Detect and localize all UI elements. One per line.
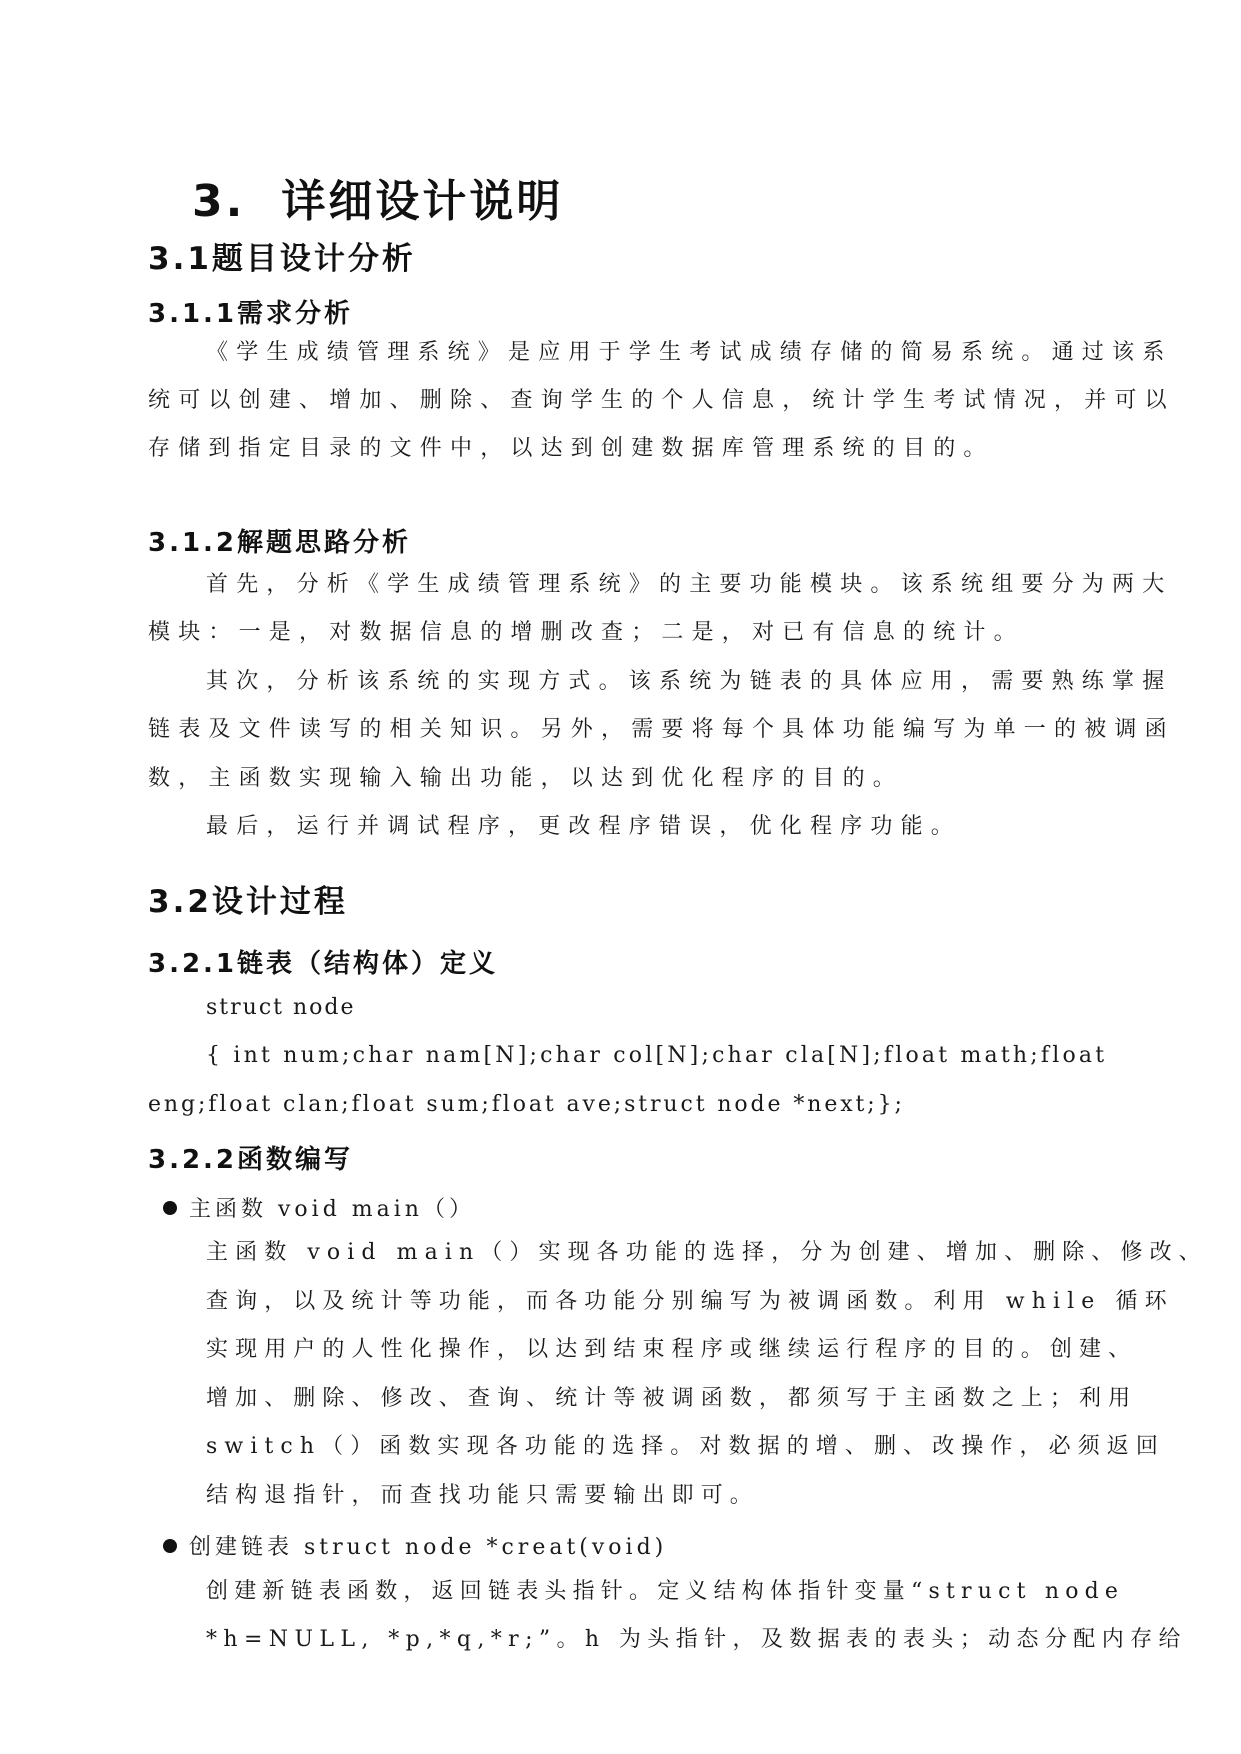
paragraph-line: 增加、删除、修改、查询、统计等被调函数，都须写于主函数之上；利用 [206,1386,1138,1411]
bullet-dot [163,1201,177,1215]
code-line: struct node [206,995,356,1020]
bullet-label: 主函数 void main（） [189,1197,475,1222]
paragraph-line: 查询，以及统计等功能，而各功能分别编写为被调函数。利用 while 循环 [206,1289,1174,1314]
bullet-main-function [163,1192,475,1223]
paragraph-line: 存储到指定目录的文件中，以达到创建数据库管理系统的目的。 [148,436,994,461]
bullet-label: 创建链表 struct node *creat(void) [189,1535,668,1560]
subsection-heading-3-1-1: 3.1.1需求分析 [148,299,354,329]
paragraph-line: 结构退指针，而查找功能只需要输出即可。 [206,1483,759,1508]
paragraph-line: 统可以创建、增加、删除、查询学生的个人信息，统计学生考试情况，并可以 [148,388,1175,413]
paragraph-line: 实现用户的人性化操作，以达到结束程序或继续运行程序的目的。创建、 [206,1337,1138,1362]
code-line: { int num;char nam[N];char col[N];char cla[N];float math;float [206,1043,1108,1068]
bullet-creat-function [163,1530,667,1561]
paragraph-line: 首先，分析《学生成绩管理系统》的主要功能模块。该系统组要分为两大 [206,572,1173,597]
section-heading-3-2: 3.2设计过程 [148,884,348,920]
chapter-title [192,165,563,229]
paragraph-line: 创建新链表函数，返回链表头指针。定义结构体指针变量“struct node [206,1579,1125,1604]
paragraph-line: 最后，运行并调试程序，更改程序错误，优化程序功能。 [206,814,962,839]
subsection-heading-3-2-2: 3.2.2函数编写 [148,1145,354,1175]
paragraph-line: 模块：一是，对数据信息的增删改查；二是，对已有信息的统计。 [148,620,1024,645]
subsection-heading-3-1-2: 3.1.2解题思路分析 [148,528,412,558]
subsection-heading-3-2-1: 3.2.1链表（结构体）定义 [148,949,499,979]
code-line: eng;float clan;float sum;float ave;struct node *next;}; [148,1092,905,1117]
paragraph-line: 其次，分析该系统的实现方式。该系统为链表的具体应用，需要熟练掌握 [206,669,1173,694]
chapter-number: 3. [192,176,246,227]
chapter-title-text: 详细设计说明 [281,176,564,227]
paragraph-line: 数，主函数实现输入输出功能，以达到优化程序的目的。 [148,766,904,791]
bullet-dot [163,1539,177,1553]
paragraph-line: 《学生成绩管理系统》是应用于学生考试成绩存储的简易系统。通过该系 [206,340,1173,365]
paragraph-line: 链表及文件读写的相关知识。另外，需要将每个具体功能编写为单一的被调函 [148,717,1175,742]
section-heading-3-1: 3.1题目设计分析 [148,241,416,277]
paragraph-line: 主函数 void main（）实现各功能的选择，分为创建、增加、删除、修改、 [206,1240,1208,1265]
paragraph-line: *h=NULL, *p,*q,*r;”。h 为头指针，及数据表的表头；动态分配内存给 [206,1627,1187,1652]
paragraph-line: switch（）函数实现各功能的选择。对数据的增、删、改操作，必须返回 [206,1434,1165,1459]
